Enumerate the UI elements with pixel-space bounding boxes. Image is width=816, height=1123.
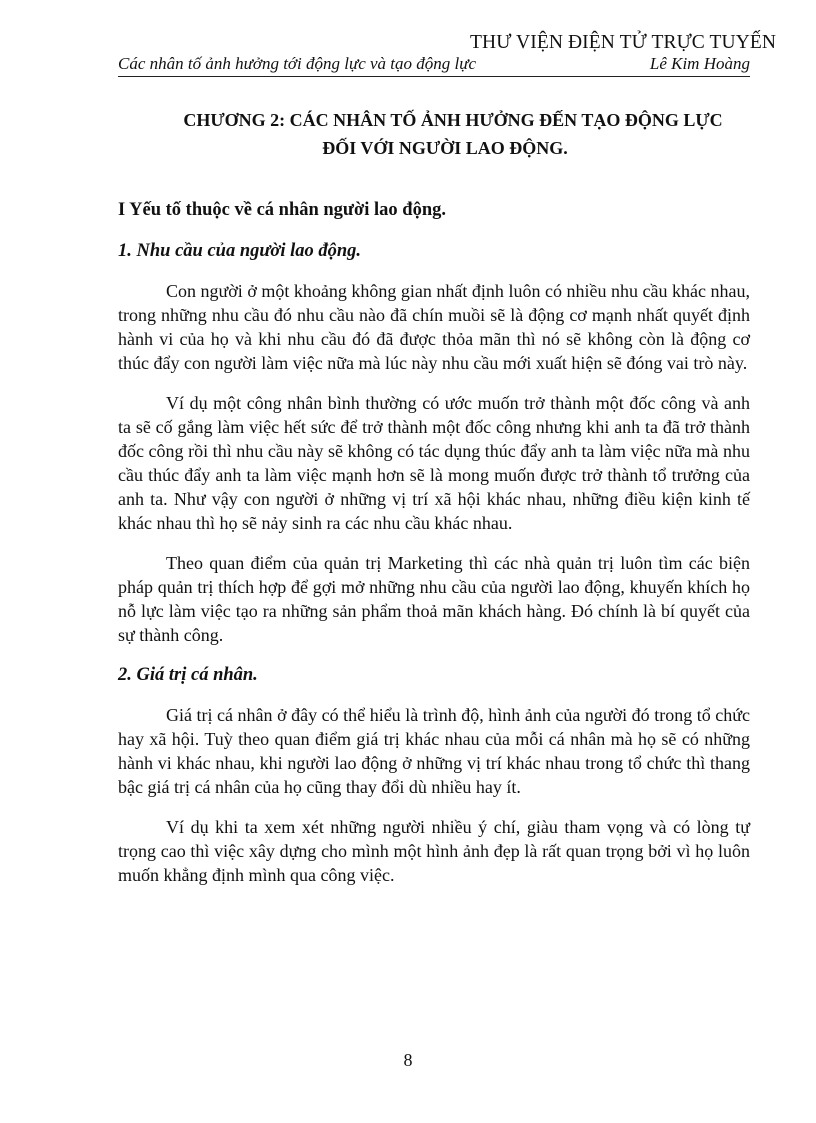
- main-content: [118, 198, 750, 903]
- paragraph: Ví dụ một công nhân bình thường có ước muốn trở thành một đốc công và anh ta sẽ cố gắng làm việc hết sức để trở thành một đốc công nhưng khi anh ta đã trở thành đốc công rồi thì nhu cầu này sẽ không có tác dụng thúc đẩy anh ta làm việc nữa mà nhu cầu thúc đẩy anh ta làm việc mạnh hơn sẽ là mong muốn được trở thành tổ trưởng của anh ta. Như vậy con người ở những vị trí xã hội khác nhau, những điều kiện kinh tế khác nhau thì họ sẽ nảy sinh ra các nhu cầu khác nhau.: [118, 393, 750, 533]
- header-document-title: Các nhân tố ảnh hưởng tới động lực và tạo động lực: [118, 54, 477, 73]
- page-number: 8: [403, 1050, 413, 1070]
- subsection-heading-personal-value: 2. Giá trị cá nhân.: [118, 665, 258, 685]
- paragraph: Con người ở một khoảng không gian nhất định luôn có nhiều nhu cầu khác nhau, trong những nhu cầu đó nhu cầu nào đã chín muồi sẽ là động cơ mạnh nhất quyết định hành vi của họ và khi nhu cầu đó đã được thỏa mãn thì nó sẽ không còn là động cơ thúc đẩy con người làm việc nữa mà lúc này nhu cầu mới xuất hiện sẽ đóng vai trò này.: [118, 281, 750, 373]
- library-watermark: THƯ VIỆN ĐIỆN TỬ TRỰC TUYẾN: [470, 32, 777, 53]
- paragraph: Giá trị cá nhân ở đây có thể hiểu là trình độ, hình ảnh của người đó trong tổ chức hay xã hội. Tuỳ theo quan điểm giá trị khác nhau của mỗi cá nhân mà họ sẽ có những hành vi khác nhau, khi người lao động ở những vị trí khác nhau trong tổ chức thì thang bậc giá trị cá nhân của họ cũng thay đổi dù nhiều hay ít.: [118, 705, 750, 797]
- section-heading: I Yếu tố thuộc về cá nhân người lao động.: [118, 200, 447, 220]
- running-header: [118, 54, 750, 77]
- header-author: Lê Kim Hoàng: [649, 54, 750, 73]
- subsection-heading-needs: 1. Nhu cầu của người lao động.: [118, 241, 362, 261]
- chapter-title: [100, 106, 770, 162]
- chapter-title-line-2: ĐỐI VỚI NGƯỜI LAO ĐỘNG.: [322, 138, 568, 158]
- paragraph: Ví dụ khi ta xem xét những người nhiều ý chí, giàu tham vọng và có lòng tự trọng cao thì việc xây dựng cho mình một hình ảnh đẹp là rất quan trọng bởi vì họ luôn muốn khẳng định mình qua công việc.: [118, 817, 750, 885]
- paragraph: Theo quan điểm của quản trị Marketing thì các nhà quản trị luôn tìm các biện pháp quản trị thích hợp để gợi mở những nhu cầu của người lao động, khuyến khích họ nỗ lực làm việc tạo ra những sản phẩm thoả mãn khách hàng. Đó chính là bí quyết của sự thành công.: [118, 553, 750, 645]
- chapter-title-line-1: CHƯƠNG 2: CÁC NHÂN TỐ ẢNH HƯỞNG ĐẾN TẠO ĐỘNG LỰC: [183, 110, 723, 130]
